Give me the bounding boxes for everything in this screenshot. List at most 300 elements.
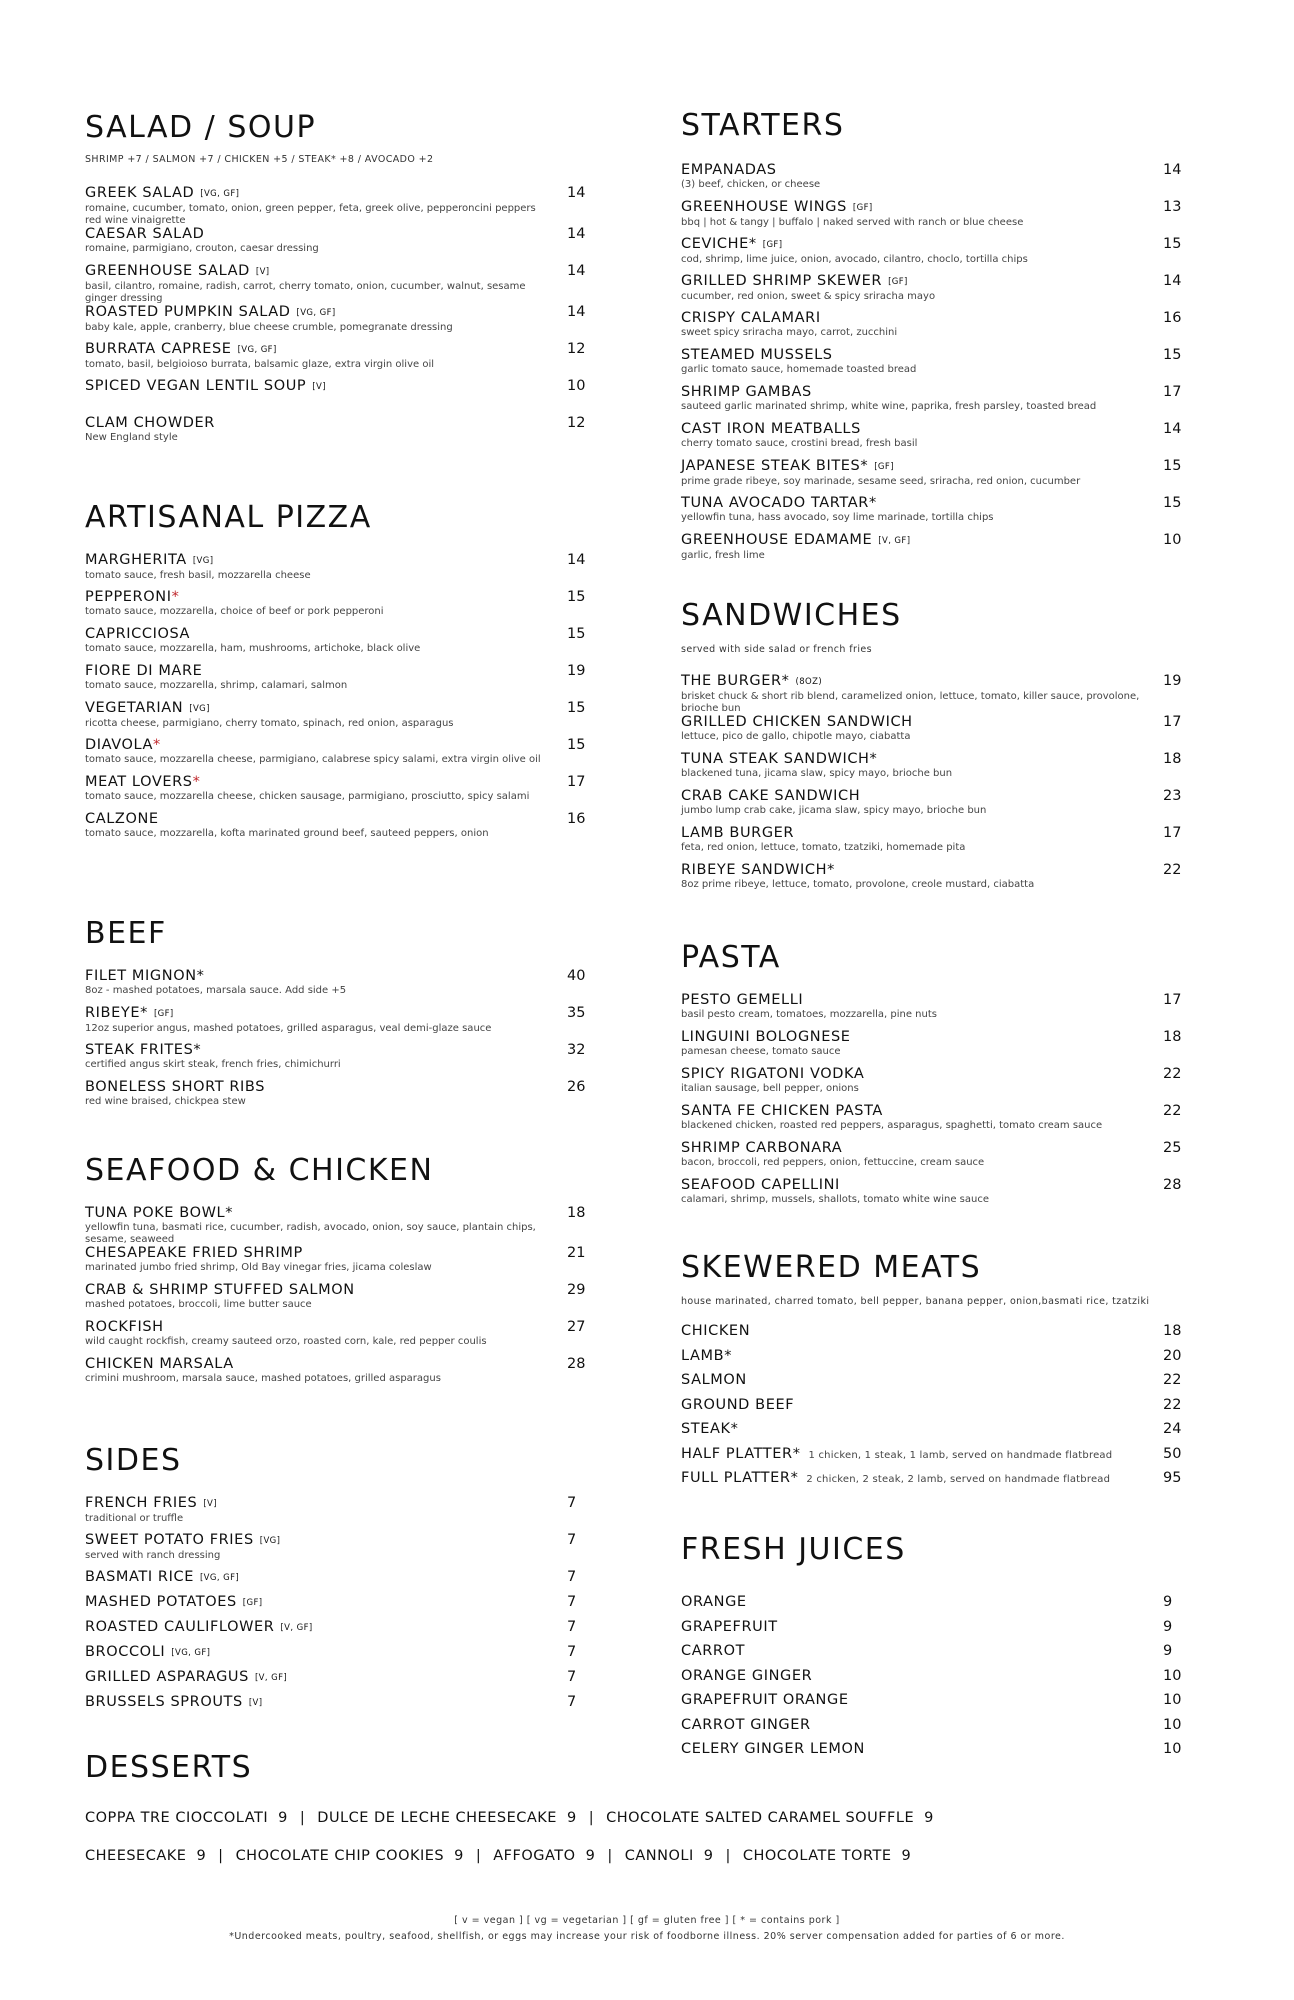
item-name: [85, 811, 597, 828]
item-name: [85, 1205, 597, 1222]
dietary-tag: [VG]: [189, 704, 210, 714]
menu-item: [85, 1042, 597, 1079]
item-name: [85, 1356, 597, 1373]
item-name: [85, 1005, 597, 1023]
menu-item: [681, 1619, 1193, 1644]
item-name: [681, 825, 1193, 842]
menu-item: [85, 378, 597, 415]
item-title: THE BURGER*: [681, 673, 790, 689]
item-name: [681, 1668, 1193, 1685]
section-title: SIDES: [85, 1443, 182, 1478]
pork-marker: *: [153, 737, 161, 753]
section-juices: [681, 1532, 1193, 1766]
section-title: STARTERS: [681, 108, 845, 143]
item-price: 18: [1163, 1029, 1182, 1045]
item-name: [85, 1079, 597, 1096]
dessert-price: 9: [566, 1810, 577, 1826]
menu-item: [85, 811, 597, 848]
menu-item: [681, 1029, 1193, 1066]
item-title: CRAB & SHRIMP STUFFED SALMON: [85, 1282, 355, 1298]
item-title: BROCCOLI: [85, 1644, 166, 1660]
section-note: SHRIMP +7 / SALMON +7 / CHICKEN +5 / STEAK* +8 / AVOCADO +2: [85, 154, 434, 165]
menu-item: [85, 700, 597, 737]
menu-item: [85, 552, 597, 589]
section-desserts: [85, 1750, 1225, 1884]
item-description: tomato sauce, mozzarella cheese, chicken sausage, parmigiano, prosciutto, spicy salami: [85, 791, 530, 802]
item-name: [681, 1372, 1193, 1389]
item-price: 9: [1163, 1618, 1173, 1635]
item-price: 7: [567, 1694, 577, 1710]
item-name: [681, 714, 1193, 731]
section-beef: [85, 916, 597, 1116]
item-price: 9: [1163, 1643, 1173, 1659]
item-price: 10: [1163, 1716, 1182, 1733]
item-description: jumbo lump crab cake, jicama slaw, spicy mayo, brioche bun: [681, 805, 987, 816]
item-title: PESTO GEMELLI: [681, 992, 804, 1008]
item-title: SWEET POTATO FRIES: [85, 1532, 254, 1548]
item-price: 15: [1163, 236, 1182, 252]
menu-item: [681, 532, 1193, 569]
item-title: SHRIMP GAMBAS: [681, 384, 812, 400]
menu-item: [681, 199, 1193, 236]
menu-item: [681, 1177, 1193, 1214]
item-description: traditional or truffle: [85, 1513, 184, 1524]
item-name: [681, 421, 1193, 438]
menu-item: [681, 1692, 1193, 1717]
item-name: [85, 700, 597, 718]
item-description: 2 chicken, 2 steak, 2 lamb, served on handmade flatbread: [806, 1474, 1111, 1485]
item-name: [85, 737, 597, 754]
item-title: DIAVOLA: [85, 737, 154, 753]
item-list: [85, 1495, 597, 1569]
menu-item: [681, 714, 1193, 751]
item-description: basil, cilantro, romaine, radish, carrot, cherry tomato, onion, cucumber, walnut, sesame ginger dressing: [85, 281, 526, 304]
item-name: [85, 1619, 597, 1637]
menu-item: [681, 236, 1193, 273]
menu-item: [681, 1470, 1193, 1495]
menu-item: [681, 310, 1193, 347]
section-pasta: [681, 940, 1193, 1214]
dessert-name: CANNOLI: [624, 1848, 694, 1864]
dietary-tag: [GF]: [874, 462, 894, 472]
dietary-tag: [VG, GF]: [200, 189, 240, 199]
menu-item: [85, 663, 597, 700]
menu-item: [681, 162, 1193, 199]
item-price: 17: [1163, 992, 1182, 1008]
item-title: CAESAR SALAD: [85, 226, 205, 242]
item-name: [85, 663, 597, 680]
pork-marker: *: [192, 774, 201, 790]
item-description: red wine braised, chickpea stew: [85, 1096, 246, 1107]
item-price: 24: [1163, 1421, 1182, 1437]
item-name: [85, 185, 597, 203]
menu-item: [85, 1079, 597, 1116]
dessert-price: 9: [585, 1848, 596, 1864]
item-price: 10: [567, 378, 586, 394]
menu-item: [681, 862, 1193, 899]
item-title: RIBEYE*: [85, 1005, 148, 1021]
dessert-price: 9: [901, 1848, 912, 1864]
item-name: [681, 1103, 1193, 1120]
item-title: FRENCH FRIES: [85, 1495, 198, 1511]
item-price: 7: [567, 1669, 577, 1685]
item-title: CEVICHE*: [681, 236, 757, 252]
item-list: [85, 968, 597, 1116]
item-description: romaine, cucumber, tomato, onion, green pepper, feta, greek olive, pepperoncini peppers red wine vinaigrette: [85, 203, 536, 226]
item-name: [681, 862, 1193, 879]
item-description: yellowfin tuna, hass avocado, soy lime marinade, tortilla chips: [681, 512, 994, 523]
item-price: 26: [567, 1079, 586, 1095]
item-description: blackened chicken, roasted red peppers, asparagus, spaghetti, tomato cream sauce: [681, 1120, 1103, 1131]
item-title: EMPANADAS: [681, 162, 777, 178]
section-seafood: [85, 1153, 597, 1393]
item-list: [681, 1594, 1193, 1766]
item-title: ORANGE GINGER: [681, 1667, 813, 1684]
item-title: TUNA AVOCADO TARTAR*: [681, 495, 877, 511]
item-price: 16: [1163, 310, 1182, 326]
item-title: CARROT: [681, 1643, 746, 1659]
item-name: [85, 1245, 597, 1262]
dietary-tag: [VG]: [259, 1536, 281, 1546]
item-title: SPICED VEGAN LENTIL SOUP: [85, 378, 307, 394]
dietary-tag: [GF]: [852, 203, 873, 213]
dietary-tag: [GF]: [888, 277, 908, 287]
item-price: 14: [567, 552, 586, 568]
menu-item: [85, 737, 597, 774]
item-price: 21: [567, 1245, 586, 1261]
item-list: [85, 552, 597, 848]
item-price: 10: [1163, 1692, 1182, 1708]
item-name: [681, 992, 1193, 1009]
item-price: 22: [1163, 862, 1182, 878]
menu-item: [681, 1643, 1193, 1668]
item-title: VEGETARIAN: [85, 700, 184, 716]
item-title: JAPANESE STEAK BITES*: [681, 458, 869, 474]
item-name: [85, 263, 597, 281]
section-pizza: [85, 500, 597, 848]
item-price: 7: [567, 1644, 577, 1660]
item-name: [85, 589, 597, 606]
dietary-tag: (8OZ): [795, 677, 823, 687]
dietary-tag: [VG, GF]: [199, 1573, 240, 1583]
item-name: [681, 310, 1193, 327]
item-title: TUNA POKE BOWL*: [85, 1205, 234, 1221]
item-list: [85, 185, 597, 452]
menu-item: [85, 589, 597, 626]
item-name: [85, 626, 597, 643]
item-name: [681, 1446, 1193, 1464]
menu-item: [85, 1495, 597, 1532]
menu-item: [85, 1619, 597, 1644]
item-price: 22: [1163, 1372, 1182, 1388]
item-price: 17: [567, 774, 586, 790]
menu-item: [85, 1594, 597, 1619]
menu-item: [85, 1282, 597, 1319]
item-price: 17: [1163, 714, 1182, 730]
item-title: CHICKEN MARSALA: [85, 1356, 234, 1372]
item-description: 8oz - mashed potatoes, marsala sauce. Add side +5: [85, 985, 347, 996]
dietary-tag: [V]: [255, 267, 270, 277]
item-price: 14: [567, 226, 586, 242]
dietary-tag: [VG, GF]: [237, 345, 277, 355]
dietary-tag: [VG, GF]: [171, 1648, 211, 1658]
item-description: cherry tomato sauce, crostini bread, fresh basil: [681, 438, 918, 449]
item-title: LAMB BURGER: [681, 825, 795, 841]
item-title: BONELESS SHORT RIBS: [85, 1079, 266, 1095]
item-description: bbq | hot & tangy | buffalo | naked served with ranch or blue cheese: [681, 217, 1024, 228]
separator: |: [218, 1848, 224, 1864]
item-description: bacon, broccoli, red peppers, onion, fettuccine, cream sauce: [681, 1157, 985, 1168]
item-description: cucumber, red onion, sweet & spicy sriracha mayo: [681, 291, 936, 302]
item-description: brisket chuck & short rib blend, caramelized onion, lettuce, tomato, killer sauce, provolone, brioche bun: [681, 691, 1140, 714]
item-price: 22: [1163, 1396, 1182, 1413]
item-description: 8oz prime ribeye, lettuce, tomato, provolone, creole mustard, ciabatta: [681, 879, 1035, 890]
item-name: [681, 1421, 1193, 1438]
item-list: [85, 1569, 597, 1719]
item-title: GREENHOUSE WINGS: [681, 199, 847, 215]
section-salad-soup: [85, 110, 597, 452]
item-list: [681, 992, 1193, 1214]
item-name: [85, 1319, 597, 1336]
dietary-tag: [VG, GF]: [296, 308, 336, 318]
item-price: 19: [1163, 673, 1182, 689]
item-title: FIORE DI MARE: [85, 663, 203, 679]
item-price: 15: [567, 626, 586, 642]
item-title: RIBEYE SANDWICH*: [681, 862, 835, 878]
menu-item: [85, 1356, 597, 1393]
pork-marker: *: [171, 589, 180, 605]
item-title: PEPPERONI: [85, 589, 172, 605]
item-name: [681, 495, 1193, 512]
item-title: SEAFOOD CAPELLINI: [681, 1177, 840, 1193]
menu-item: [681, 788, 1193, 825]
item-name: [85, 341, 597, 359]
item-title: SHRIMP CARBONARA: [681, 1140, 843, 1156]
item-name: [85, 774, 597, 791]
item-title: MASHED POTATOES: [85, 1594, 237, 1610]
item-name: [681, 1643, 1193, 1660]
item-name: [85, 552, 597, 570]
item-description: (3) beef, chicken, or cheese: [681, 179, 821, 190]
item-title: GROUND BEEF: [681, 1396, 795, 1413]
item-title: CHESAPEAKE FRIED SHRIMP: [85, 1245, 303, 1261]
item-title: STEAK*: [681, 1421, 739, 1437]
item-description: tomato sauce, mozzarella cheese, parmigiano, calabrese spicy salami, extra virgin olive oil: [85, 754, 541, 765]
item-price: 15: [1163, 347, 1182, 363]
item-description: romaine, parmigiano, crouton, caesar dressing: [85, 243, 319, 254]
item-list: [681, 673, 1193, 899]
item-name: [681, 162, 1193, 179]
item-description: tomato, basil, belgioioso burrata, balsamic glaze, extra virgin olive oil: [85, 359, 435, 370]
dessert-row: [85, 1846, 1225, 1884]
item-name: [681, 1619, 1193, 1636]
item-description: tomato sauce, mozzarella, ham, mushrooms, artichoke, black olive: [85, 643, 421, 654]
item-price: 14: [1163, 421, 1182, 437]
item-name: [681, 273, 1193, 291]
item-description: blackened tuna, jicama slaw, spicy mayo, brioche bun: [681, 768, 953, 779]
item-name: [681, 1066, 1193, 1083]
item-title: CARROT GINGER: [681, 1716, 811, 1733]
separator: |: [725, 1848, 731, 1864]
menu-item: [681, 1446, 1193, 1471]
menu-item: [681, 751, 1193, 788]
item-name: [681, 1029, 1193, 1046]
item-name: [681, 1140, 1193, 1157]
item-price: 7: [567, 1569, 577, 1585]
menu-item: [85, 1694, 597, 1719]
menu-item: [85, 774, 597, 811]
item-title: CHICKEN: [681, 1323, 751, 1339]
item-name: [85, 304, 597, 322]
item-name: [85, 226, 597, 243]
item-title: BASMATI RICE: [85, 1569, 194, 1585]
item-name: [681, 236, 1193, 254]
menu-item: [85, 1205, 597, 1245]
item-name: [681, 1397, 1193, 1414]
item-description: yellowfin tuna, basmati rice, cucumber, radish, avocado, onion, soy sauce, plantain chips, sesame, seaweed: [85, 1222, 536, 1245]
item-price: 35: [567, 1005, 586, 1021]
menu-item: [681, 992, 1193, 1029]
item-price: 7: [567, 1495, 577, 1511]
item-title: GREEK SALAD: [85, 185, 195, 201]
item-price: 7: [567, 1532, 577, 1548]
item-description: garlic tomato sauce, homemade toasted bread: [681, 364, 917, 375]
item-name: [681, 199, 1193, 217]
item-description: calamari, shrimp, mussels, shallots, tomato white wine sauce: [681, 1194, 989, 1205]
menu-item: [85, 1569, 597, 1594]
item-list: [681, 1323, 1193, 1495]
dessert-rows: [85, 1808, 1225, 1884]
menu-item: [681, 1668, 1193, 1693]
item-title: GRAPEFRUIT: [681, 1618, 778, 1635]
item-name: [85, 1669, 597, 1687]
item-price: 15: [1163, 458, 1182, 474]
separator: |: [588, 1810, 595, 1826]
item-description: feta, red onion, lettuce, tomato, tzatziki, homemade pita: [681, 842, 966, 853]
item-price: 12: [567, 341, 586, 357]
item-price: 29: [567, 1282, 586, 1298]
item-price: 95: [1163, 1470, 1182, 1486]
item-title: STEAK FRITES*: [85, 1042, 202, 1058]
item-price: 15: [1163, 495, 1182, 511]
item-price: 10: [1163, 1741, 1182, 1757]
section-title: DESSERTS: [85, 1750, 253, 1785]
dietary-tag: [V]: [312, 382, 326, 392]
item-price: 14: [567, 185, 586, 201]
item-price: 32: [567, 1042, 586, 1058]
item-title: ROASTED CAULIFLOWER: [85, 1619, 275, 1635]
section-title: BEEF: [85, 916, 167, 951]
item-description: ricotta cheese, parmigiano, cherry tomato, spinach, red onion, asparagus: [85, 718, 454, 729]
item-title: LINGUINI BOLOGNESE: [681, 1029, 851, 1045]
item-name: [85, 1694, 597, 1712]
item-title: BURRATA CAPRESE: [85, 341, 232, 357]
dessert-row: [85, 1808, 1225, 1846]
item-price: 10: [1163, 1667, 1182, 1684]
item-title: CRAB CAKE SANDWICH: [681, 788, 861, 804]
item-title: SPICY RIGATONI VODKA: [681, 1066, 865, 1082]
item-price: 20: [1163, 1347, 1182, 1364]
menu-item: [681, 421, 1193, 458]
item-description: baby kale, apple, cranberry, blue cheese crumble, pomegranate dressing: [85, 322, 453, 333]
section-title: ARTISANAL PIZZA: [85, 500, 372, 535]
section-note: served with side salad or french fries: [681, 644, 872, 655]
item-description: cod, shrimp, lime juice, onion, avocado, cilantro, choclo, tortilla chips: [681, 254, 1028, 265]
item-description: 1 chicken, 1 steak, 1 lamb, served on handmade flatbread: [808, 1449, 1113, 1461]
item-title: CAST IRON MEATBALLS: [681, 421, 861, 437]
menu-item: [681, 458, 1193, 495]
item-price: 40: [567, 968, 586, 984]
item-description: wild caught rockfish, creamy sauteed orzo, roasted corn, kale, red pepper coulis: [85, 1336, 487, 1347]
item-price: 14: [1163, 162, 1182, 178]
menu-item: [681, 1717, 1193, 1742]
section-sides: [85, 1443, 597, 1719]
dessert-name: CHOCOLATE CHIP COOKIES: [235, 1848, 445, 1864]
menu-item: [85, 1532, 597, 1569]
disclaimer: *Undercooked meats, poultry, seafood, shellfish, or eggs may increase your risk of foodborne illness. 20% server compensation added for parties of 6 or more.: [229, 1931, 1065, 1942]
item-name: [85, 415, 597, 432]
item-list: [85, 1205, 597, 1393]
item-price: 28: [1163, 1177, 1182, 1193]
item-description: tomato sauce, fresh basil, mozzarella cheese: [85, 570, 311, 581]
dietary-tag: [V, GF]: [878, 536, 911, 546]
item-name: [85, 1594, 597, 1612]
item-title: GRAPEFRUIT ORANGE: [681, 1692, 849, 1708]
dietary-tag: [V, GF]: [280, 1623, 313, 1633]
item-title: ROASTED PUMPKIN SALAD: [85, 304, 291, 320]
item-title: MARGHERITA: [85, 552, 187, 568]
item-description: tomato sauce, mozzarella, shrimp, calamari, salmon: [85, 680, 348, 691]
item-description: 12oz superior angus, mashed potatoes, grilled asparagus, veal demi-glaze sauce: [85, 1023, 492, 1034]
item-description: basil pesto cream, tomatoes, mozzarella, pine nuts: [681, 1009, 937, 1020]
item-description: served with ranch dressing: [85, 1550, 221, 1561]
item-name: [85, 1644, 597, 1662]
menu-item: [681, 1140, 1193, 1177]
separator: |: [299, 1810, 306, 1826]
item-price: 13: [1163, 199, 1182, 215]
item-title: BRUSSELS SPROUTS: [85, 1694, 243, 1710]
menu-item: [681, 1397, 1193, 1422]
dietary-tag: [GF]: [762, 240, 783, 250]
item-price: 15: [567, 700, 586, 716]
item-description: sweet spicy sriracha mayo, carrot, zucchini: [681, 327, 898, 338]
menu-item: [681, 495, 1193, 532]
item-name: [681, 1594, 1193, 1611]
menu-item: [85, 1644, 597, 1669]
item-name: [85, 968, 597, 985]
dessert-name: DULCE DE LECHE CHEESECAKE: [317, 1810, 557, 1826]
item-title: SANTA FE CHICKEN PASTA: [681, 1103, 883, 1119]
item-name: [681, 458, 1193, 476]
item-price: 14: [567, 263, 586, 279]
item-description: lettuce, pico de gallo, chipotle mayo, ciabatta: [681, 731, 911, 742]
item-name: [681, 673, 1193, 691]
item-price: 50: [1163, 1445, 1182, 1462]
item-price: 27: [567, 1319, 586, 1335]
section-note: house marinated, charred tomato, bell pepper, banana pepper, onion,basmati rice, tzatziki: [681, 1296, 1150, 1307]
item-title: GRILLED ASPARAGUS: [85, 1669, 249, 1685]
item-price: 17: [1163, 384, 1182, 400]
item-name: [681, 1323, 1193, 1340]
item-name: [85, 1532, 597, 1550]
item-title: GRILLED SHRIMP SKEWER: [681, 273, 883, 289]
item-title: ORANGE: [681, 1594, 747, 1610]
separator: |: [607, 1848, 613, 1864]
item-name: [681, 1717, 1193, 1734]
dessert-name: CHEESECAKE: [85, 1848, 187, 1864]
menu-item: [85, 341, 597, 378]
section-title: SALAD / SOUP: [85, 110, 317, 145]
